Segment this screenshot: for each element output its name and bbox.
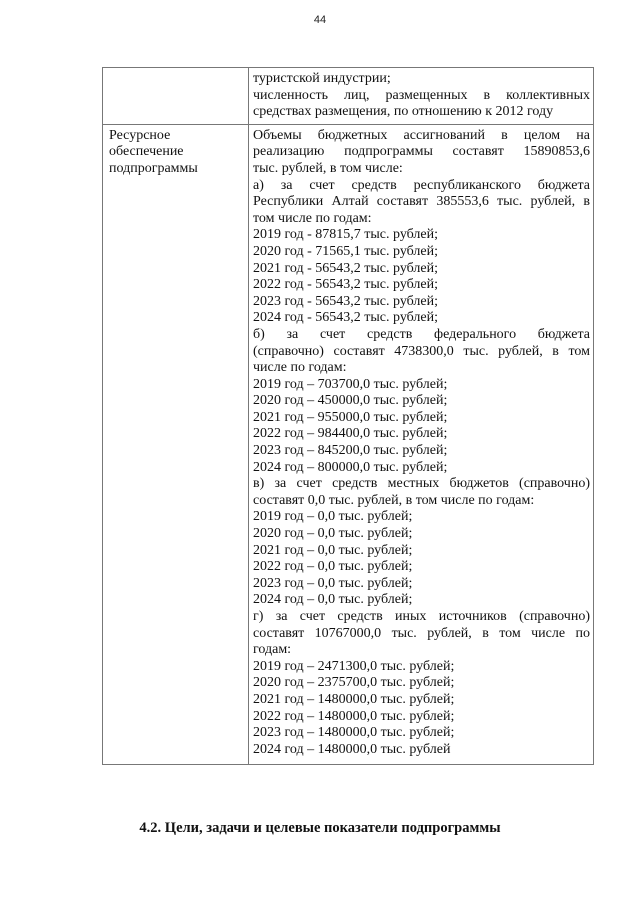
text-line: 2022 год - 56543,2 тыс. рублей; [253, 277, 439, 293]
text-line: 2023 год – 1480000,0 тыс. рублей; [253, 725, 455, 741]
text-line: 2022 год – 0,0 тыс. рублей; [253, 559, 413, 575]
text-line: 2020 год – 0,0 тыс. рублей; [253, 526, 413, 542]
text-line: а) за счет средств республиканского бюджета [253, 177, 590, 193]
text-line: 2024 год – 1480000,0 тыс. рублей [253, 741, 451, 757]
row-label [103, 68, 248, 71]
text-line: 2023 год – 0,0 тыс. рублей; [253, 575, 413, 591]
text-line: 2019 год – 703700,0 тыс. рублей; [253, 376, 448, 392]
text-line: Республики Алтай составят 385553,6 тыс. рублей, в [253, 194, 590, 210]
row-label-line: подпрограммы [109, 160, 198, 176]
text-line: годам: [253, 642, 292, 658]
subprogram-passport-table [102, 67, 594, 765]
row-label-cell [103, 124, 249, 765]
text-line: 2021 год – 0,0 тыс. рублей; [253, 542, 413, 558]
section-heading: 4.2. Цели, задачи и целевые показатели подпрограммы [139, 820, 501, 836]
row-label-line: Ресурсное [109, 127, 171, 143]
text-line: г) за счет средств иных источников (справочно) [253, 609, 590, 624]
text-line: 2023 год - 56543,2 тыс. рублей; [253, 293, 439, 309]
text-line: 2019 год – 0,0 тыс. рублей; [253, 509, 413, 525]
text-line: 2020 год – 2375700,0 тыс. рублей; [253, 675, 455, 691]
text-line: 2024 год - 56543,2 тыс. рублей; [253, 310, 439, 326]
text-line: 2024 год – 0,0 тыс. рублей; [253, 592, 413, 608]
text-line: составят 0,0 тыс. рублей, в том числе по годам: [253, 492, 535, 508]
page-number: 44 [313, 14, 327, 26]
text-line: туристской индустрии; [253, 71, 391, 86]
text-line: 2023 год – 845200,0 тыс. рублей; [253, 443, 448, 459]
text-line: 2024 год – 800000,0 тыс. рублей; [253, 459, 448, 475]
text-line: том числе по годам: [253, 210, 372, 226]
row-label-line: обеспечение [109, 144, 184, 160]
text-line: Объемы бюджетных ассигнований в целом на [253, 127, 590, 143]
text-line: 2022 год – 1480000,0 тыс. рублей; [253, 708, 455, 724]
table-row [103, 68, 594, 125]
row-label-cell [103, 68, 249, 125]
text-line: 2019 год - 87815,7 тыс. рублей; [253, 227, 439, 243]
text-line: 2019 год – 2471300,0 тыс. рублей; [253, 658, 455, 674]
text-line: тыс. рублей, в том числе: [253, 160, 403, 176]
text-line: 2020 год – 450000,0 тыс. рублей; [253, 393, 448, 409]
text-line: составят 10767000,0 тыс. рублей, в том числе по [253, 625, 590, 641]
text-line: (справочно) составят 4738300,0 тыс. рублей, в том [253, 343, 590, 359]
text-line: б) за счет средств федерального бюджета [253, 326, 590, 342]
text-line: 2021 год – 1480000,0 тыс. рублей; [253, 691, 455, 707]
row-value-cell [249, 124, 594, 765]
text-line: в) за счет средств местных бюджетов (справочно) [253, 476, 590, 492]
text-line: 2021 год – 955000,0 тыс. рублей; [253, 409, 448, 425]
text-line: средствах размещения, по отношению к 2012 году [253, 104, 554, 120]
text-line: реализацию подпрограммы составят 15890853,6 [253, 144, 590, 160]
table-row [103, 124, 594, 765]
text-line: числе по годам: [253, 360, 347, 376]
text-line: 2021 год - 56543,2 тыс. рублей; [253, 260, 439, 276]
row-value-cell [249, 68, 594, 125]
text-line: 2022 год – 984400,0 тыс. рублей; [253, 426, 448, 442]
text-line: численность лиц, размещенных в коллективных [253, 87, 590, 103]
text-line: 2020 год - 71565,1 тыс. рублей; [253, 243, 439, 259]
